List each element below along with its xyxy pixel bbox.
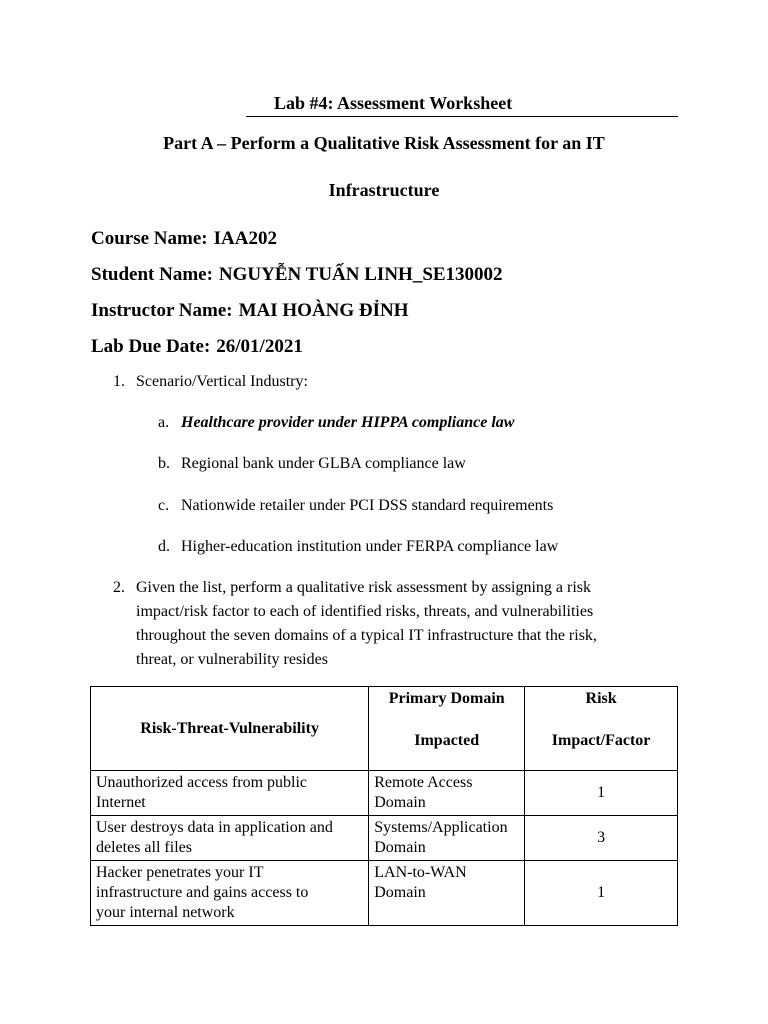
domain-line: Domain	[374, 839, 426, 856]
due-date-line	[91, 336, 303, 358]
domain-line: Domain	[374, 794, 426, 811]
table-row	[91, 816, 678, 861]
domain-line: Remote Access	[374, 774, 473, 791]
table-header-row	[91, 687, 678, 771]
student-name-value: NGUYỄN TUẤN LINH_SE130002	[218, 264, 503, 285]
risk-factor-cell: 1	[525, 771, 678, 816]
table-row	[91, 861, 678, 926]
rtv-cell	[91, 816, 369, 861]
option-letter: b.	[158, 455, 170, 472]
header-primary-domain-line2: Impacted	[414, 732, 480, 749]
student-name-line	[91, 264, 503, 286]
header-risk-threat-vulnerability: Risk-Threat-Vulnerability	[91, 687, 369, 771]
question-1-number: 1.	[113, 373, 125, 390]
risk-factor-cell: 3	[525, 816, 678, 861]
part-title-line2: Infrastructure	[328, 180, 440, 200]
rtv-line: Hacker penetrates your IT	[96, 864, 264, 881]
risk-factor-cell: 1	[525, 861, 678, 926]
question-2-line: threat, or vulnerability resides	[136, 651, 328, 668]
option-letter: d.	[158, 538, 170, 555]
instructor-name-value: MAI HOÀNG ĐỈNH	[238, 300, 409, 321]
rtv-line: Unauthorized access from public	[96, 774, 308, 791]
lab-title: Lab #4: Assessment Worksheet	[246, 93, 678, 117]
domain-line: Systems/Application	[374, 819, 508, 836]
question-2-line: impact/risk factor to each of identified risks, threats, and vulnerabilities	[136, 603, 594, 620]
course-name-line	[91, 228, 277, 250]
header-risk-factor	[525, 687, 678, 771]
due-date-value: 26/01/2021	[216, 336, 303, 357]
header-risk-factor-line1: Risk	[585, 690, 617, 707]
domain-cell	[369, 861, 525, 926]
rtv-cell	[91, 771, 369, 816]
question-2-line: Given the list, perform a qualitative risk assessment by assigning a risk	[136, 579, 592, 596]
header-risk-factor-line2: Impact/Factor	[551, 732, 651, 749]
part-title-line1: Part A – Perform a Qualitative Risk Assessment for an IT	[163, 133, 605, 153]
option-letter: c.	[158, 497, 170, 514]
question-2-number: 2.	[113, 579, 125, 596]
header-primary-domain-line1: Primary Domain	[388, 690, 505, 707]
due-date-label: Lab Due Date:	[91, 336, 211, 357]
risk-assessment-table	[90, 686, 678, 926]
header-primary-domain	[369, 687, 525, 771]
table-row	[91, 771, 678, 816]
rtv-line: User destroys data in application and	[96, 819, 333, 836]
question-1-text: Scenario/Vertical Industry:	[136, 373, 308, 390]
option-text: Higher-education institution under FERPA compliance law	[181, 538, 559, 555]
domain-cell	[369, 771, 525, 816]
option-text: Regional bank under GLBA compliance law	[181, 455, 466, 472]
rtv-cell	[91, 861, 369, 926]
instructor-name-label: Instructor Name:	[91, 300, 233, 321]
rtv-line: infrastructure and gains access to	[96, 884, 309, 901]
rtv-line: Internet	[96, 794, 146, 811]
option-text-selected: Healthcare provider under HIPPA compliance law	[181, 414, 515, 431]
option-letter: a.	[158, 414, 170, 431]
course-name-label: Course Name:	[91, 228, 208, 249]
student-name-label: Student Name:	[91, 264, 213, 285]
rtv-line: your internal network	[96, 904, 235, 921]
course-name-value: IAA202	[213, 228, 277, 249]
rtv-line: deletes all files	[96, 839, 192, 856]
option-text: Nationwide retailer under PCI DSS standard requirements	[181, 497, 554, 514]
domain-cell	[369, 816, 525, 861]
question-2-line: throughout the seven domains of a typical IT infrastructure that the risk,	[136, 627, 597, 644]
question-2-text	[136, 576, 676, 672]
instructor-name-line	[91, 300, 409, 322]
domain-line: LAN-to-WAN Domain	[374, 864, 467, 901]
